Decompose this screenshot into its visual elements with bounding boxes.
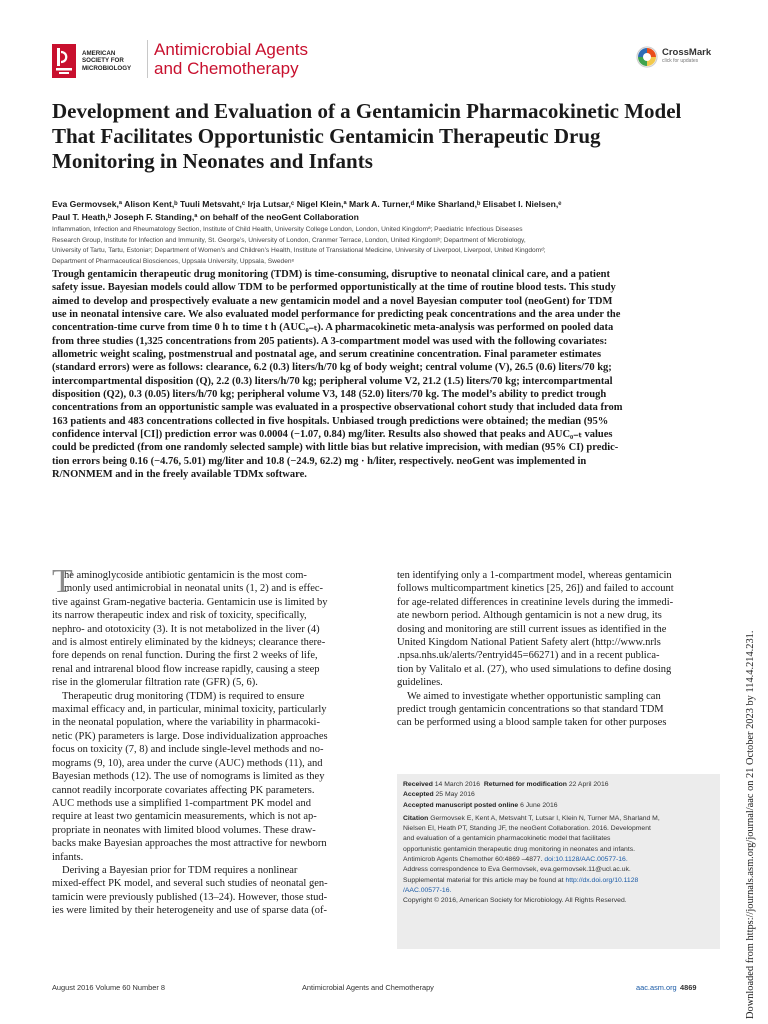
correspondence-text: Address correspondence to Eva Germovsek, eva.germovsek.11@ucl.ac.uk. xyxy=(403,866,631,874)
footer-journal: Antimicrobial Agents and Chemotherapy xyxy=(302,983,434,992)
body-line: Bayesian methods (12). The use of nomograms is limited as they xyxy=(52,771,325,783)
abstract-line: Trough gentamicin therapeutic drug monitoring (TDM) is time-consuming, disruptive to neonatal clinical care, and a patient xyxy=(52,269,610,280)
body-line: mixed-effect PK model, and several such studies of neonatal gen- xyxy=(52,878,328,890)
journal-name-line: Antimicrobial Agents xyxy=(154,40,309,59)
body-line: netic (PK) parameters is large. Dose individualization approaches xyxy=(52,730,328,742)
crossmark-icon xyxy=(636,46,658,68)
body-line: Deriving a Bayesian prior for TDM requires a nonlinear xyxy=(62,864,298,876)
body-line: mograms (9, 10), area under the curve (AUC) methods (11), and xyxy=(52,757,323,769)
drop-cap: T xyxy=(52,563,73,600)
abstract-line: use in neonatal intensive care. We also evaluated model performance for predicting peak concentrations and the area under the xyxy=(52,309,621,321)
crossmark-button[interactable] xyxy=(636,46,716,72)
citation-text: opportunistic gentamicin therapeutic drug monitoring in neonates and infants. xyxy=(403,845,635,853)
body-line: tive against Gram-negative bacteria. Gentamicin use is limited by xyxy=(52,596,328,608)
body-line: for age-related differences in creatinine levels during the immedi- xyxy=(397,596,674,608)
society-name xyxy=(82,50,152,72)
asm-logo-icon xyxy=(52,44,76,78)
author-line: Paul T. Heath,ᵇ Joseph F. Standing,ª on behalf of the neoGent Collaboration xyxy=(52,212,359,222)
society-line: MICROBIOLOGY xyxy=(82,64,132,72)
page-footer xyxy=(52,983,716,997)
article-title xyxy=(52,99,712,174)
society-line: SOCIETY FOR xyxy=(82,57,124,65)
abstract-line: concentrations from an opportunistic sample was evaluated in a prospective observational cohort study that included data from xyxy=(52,402,623,414)
journal-header xyxy=(52,38,716,88)
crossmark-title: CrossMark xyxy=(662,47,712,58)
received-label: Received xyxy=(403,781,433,788)
abstract-line: intercompartmental disposition (Q), 2.2 (0.3) liters/h/70 kg; peripheral volume V2, 21.2 (1.5) liters/70 kg; intercompartmental xyxy=(52,375,613,387)
journal-name[interactable] xyxy=(147,40,308,78)
body-line: ate newborn period. Although gentamicin is not a new drug, its xyxy=(397,610,662,622)
body-line: backs make Bayesian approaches the most attractive for newborn xyxy=(52,838,327,850)
body-line: ies were limited by their heterogeneity and use of sparse data (of- xyxy=(52,905,327,917)
body-line: cannot readily incorporate covariates affecting PK parameters. xyxy=(52,784,315,796)
author-list xyxy=(52,198,692,224)
body-line: Therapeutic drug monitoring (TDM) is required to ensure xyxy=(62,690,305,702)
body-line: require at least two gentamicin measurements, which is not ap- xyxy=(52,811,317,823)
online-date: 6 June 2016 xyxy=(520,801,558,809)
abstract-line: (standard errors) were as follows: clearance, 6.2 (0.3) liters/h/70 kg of body weight; central volume (V), 26.5 (0.6) liters/70 kg; xyxy=(52,362,612,374)
abstract-line: safety issue. Bayesian models could allow TDM to be performed opportunistically at the time of routine blood tests. This study xyxy=(52,282,616,294)
copyright-text: Copyright © 2016, American Society for Microbiology. All Rights Reserved. xyxy=(403,897,627,905)
accepted-row xyxy=(403,790,714,800)
abstract-line: R/NONMEM and in the freely available TDMx software. xyxy=(52,469,307,481)
online-row xyxy=(403,801,714,811)
accepted-date: 25 May 2016 xyxy=(435,791,475,799)
article-info-box xyxy=(397,774,720,949)
body-line: We aimed to investigate whether opportunistic sampling can xyxy=(407,690,661,702)
body-column-right xyxy=(397,569,717,730)
supplemental-link[interactable]: http://dx.doi.org/10.1128 xyxy=(565,876,639,884)
supplemental-row xyxy=(403,876,714,886)
body-line: dosing and monitoring are still current issues as identified in the xyxy=(397,623,667,635)
supplemental-text: Supplemental material for this article may be found at xyxy=(403,876,564,884)
received-date: 14 March 2016 xyxy=(434,781,481,788)
citation-row xyxy=(403,814,714,824)
body-line: can be performed using a blood sample taken for other purposes xyxy=(397,717,667,729)
body-line: United Kingdom National Patient Safety alert (http://www.nrls xyxy=(397,637,661,649)
body-line: follows multicompartment kinetics [25, 26]) and failed to account xyxy=(397,583,674,595)
body-line: nephro- and ototoxicity (3). It is not metabolized in the liver (4) xyxy=(52,623,320,635)
returned-date: 22 April 2016 xyxy=(568,781,609,788)
abstract xyxy=(52,268,716,482)
citation-doi-link[interactable]: doi:10.1128/AAC.00577-16. xyxy=(544,856,628,864)
body-text: he aminoglycoside antibiotic gentamicin is the most com- xyxy=(64,570,307,581)
affiliation-line: Department of Pharmaceutical Biosciences, Uppsala University, Uppsala, Swedenᵉ xyxy=(52,257,295,265)
crossmark-subtitle: click for updates xyxy=(662,58,699,64)
citation-text: Nielsen EI, Heath PT, Standing JF, the neoGent Collaboration. 2016. Development xyxy=(403,825,651,833)
supplemental-row-2 xyxy=(403,886,714,896)
citation-text: and evaluation of a gentamicin pharmacokinetic model that facilitates xyxy=(403,835,611,843)
author-line: Eva Germovsek,ª Alison Kent,ᵇ Tuuli Metsvaht,ᶜ Irja Lutsar,ᶜ Nigel Klein,ª Mark A. Turner,ᵈ Mike Sharland,ᵇ Elisabet I. Nielsen,ᵉ xyxy=(52,199,562,209)
society-line: AMERICAN xyxy=(82,50,116,57)
body-line: AUC methods use a simplified 1-compartment PK model and xyxy=(52,797,311,809)
body-column-left xyxy=(52,563,372,918)
body-line: predict trough gentamicin concentrations so that standard TDM xyxy=(397,704,664,716)
body-line: in the neonatal population, where the variability in pharmacoki- xyxy=(52,717,320,729)
title-line: Development and Evaluation of a Gentamicin Pharmacokinetic Model xyxy=(52,99,682,123)
download-sidebar xyxy=(733,604,756,1019)
body-line: its narrow therapeutic index and risk of toxicity, specifically, xyxy=(52,610,307,622)
body-line: and is almost entirely eliminated by the kidneys; clearance there- xyxy=(52,637,326,649)
body-line: .npsa.nhs.uk/alerts/?entryid45=66271) and in a recent publica- xyxy=(397,650,660,662)
body-line: ten identifying only a 1-compartment model, whereas gentamicin xyxy=(397,570,672,581)
abstract-line: aimed to develop and prospectively evaluate a new gentamicin model and a novel Bayesian computer tool (neoGent) for TDM xyxy=(52,295,613,307)
affiliation-line: Research Group, Institute for Infection and Immunity, St. George’s, University of London, Cranmer Terrace, London, United Kingdomᵇ; Department of Microbiology, xyxy=(52,236,526,244)
abstract-line: tion errors being 0.16 (−4.76, 5.01) mg/liter and 10.8 (−24.9, 62.2) mg · h/liter, respectively. neoGent was implemented in xyxy=(52,455,587,467)
title-line: That Facilitates Opportunistic Gentamicin Therapeutic Drug xyxy=(52,124,601,148)
affiliations xyxy=(52,225,712,267)
footer-issue: August 2016 Volume 60 Number 8 xyxy=(52,983,165,992)
body-line: tion by Valitalo et al. (27), who used simulations to define dosing xyxy=(397,663,672,675)
affiliation-line: Inflammation, Infection and Rheumatology Section, Institute of Child Health, University College London, London, United Kingdomª; Paediatric Infectious Diseases xyxy=(52,226,523,233)
body-line: rise in the glomerular filtration rate (GFR) (5, 6). xyxy=(52,677,258,689)
abstract-line: concentration-time curve from time 0 h to time t h (AUC₀₋ₜ). A pharmacokinetic meta-analysis was performed on pooled data xyxy=(52,322,614,334)
accepted-label: Accepted xyxy=(403,791,434,799)
abstract-line: disposition (Q2), 0.3 (0.05) liters/h/70 kg; peripheral volume V3, 148 (52.0) liters/70 kg. The model’s ability to predict trough xyxy=(52,389,607,401)
journal-name-line: and Chemotherapy xyxy=(154,59,299,78)
online-label: Accepted manuscript posted online xyxy=(403,801,519,809)
body-line: fore depends on renal function. During the first 2 weeks of life, xyxy=(52,650,318,662)
page-number: 4869 xyxy=(680,983,697,992)
body-line: focus on toxicity (7, 8) and include single-level methods and no- xyxy=(52,744,324,756)
body-line: propriate in neonates with limited blood volumes. These draw- xyxy=(52,824,316,836)
citation-text: Antimicrob Agents Chemother 60:4869 –4877. xyxy=(403,856,543,864)
body-line: tamicin were previously published (13–24). However, those stud- xyxy=(52,891,328,903)
returned-label: Returned for modification xyxy=(483,781,567,788)
download-note: Downloaded from https://journals.asm.org/journal/aac on 21 October 2023 by 114.4.214.231. xyxy=(745,630,756,1019)
body-line: monly used antimicrobial in neonatal units (1, 2) and is effec- xyxy=(64,583,324,595)
footer-site-link[interactable]: aac.asm.org xyxy=(636,983,677,992)
citation-label: Citation xyxy=(403,814,429,822)
affiliation-line: University of Tartu, Tartu, Estoniaᶜ; Department of Women’s and Children’s Health, Institute of Translational Medicine, University of Liverpool, Liverpool, United Kingdomᵈ; xyxy=(52,247,546,254)
title-line: Monitoring in Neonates and Infants xyxy=(52,149,373,173)
citation-text: Germovsek E, Kent A, Metsvaht T, Lutsar I, Klein N, Turner MA, Sharland M, xyxy=(430,814,660,822)
body-line: renal and intrarenal blood flow increase rapidly, causing a steep xyxy=(52,663,320,675)
abstract-line: allometric weight scaling, postmenstrual and postnatal age, and serum creatinine concentration. Final parameter estimates xyxy=(52,349,602,361)
received-row xyxy=(403,780,714,790)
citation-final-row xyxy=(403,855,714,865)
body-line: maximal efficacy and, in particular, minimal toxicity, particularly xyxy=(52,704,327,716)
abstract-line: confidence interval [CI]) prediction error was 0.0004 (−1.07, 0.84) mg/liter. Results also showed that peaks and AUC₀₋ₜ values xyxy=(52,429,613,441)
abstract-line: from three studies (1,325 concentrations from 205 patients). A 3-compartment model was used with the following covariates: xyxy=(52,335,608,347)
abstract-line: 163 patients and 483 concentrations collected in five hospitals. Unbiased trough predictions were obtained; the median (95% xyxy=(52,415,609,427)
supplemental-link[interactable]: /AAC.00577-16. xyxy=(403,886,452,894)
body-line: infants. xyxy=(52,851,84,863)
body-line: guidelines. xyxy=(397,677,443,689)
abstract-line: could be predicted (from one randomly selected sample) with little bias but relative imprecision, with median (95% CI) predic- xyxy=(52,442,619,454)
